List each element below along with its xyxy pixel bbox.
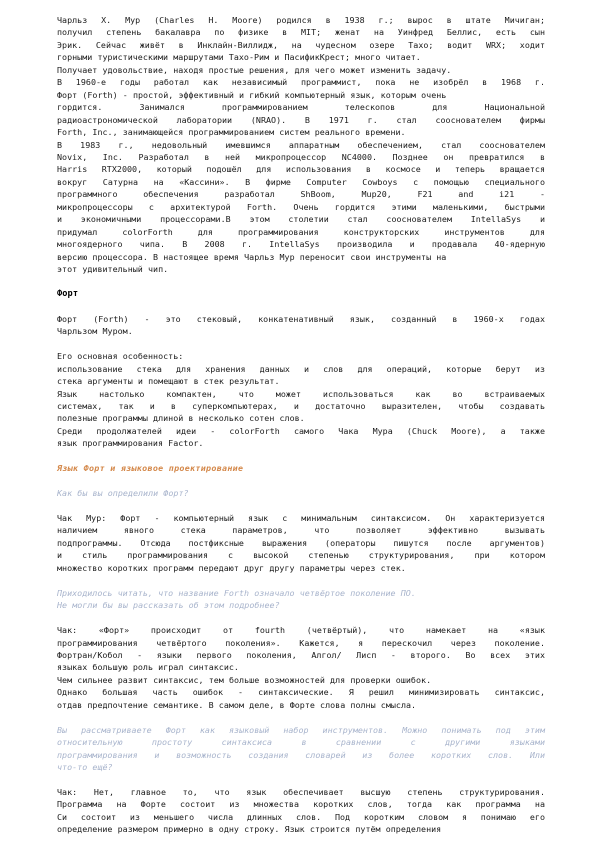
text-line: гордится. Занимался программированием телескопов для Национальной — [57, 102, 545, 113]
text-line: горными туристическими маршрутами Тахо-Рим и ПасификКрест; много читает. — [57, 52, 421, 63]
text-line: Чак Мур: Форт - компьютерный язык с минимальным синтаксисом. Он характеризуется — [57, 513, 545, 524]
text-line: Чарльз Х. Мур (Charles H. Moore) родился в 1938 г.; вырос в штате Мичиган; — [57, 15, 545, 25]
text-line: Форт (Forth) - это стековый, конкатенативный язык, созданный в 1960-х годах — [57, 313, 545, 324]
heading-language-design: Язык Форт и языковое проектирование — [57, 463, 244, 474]
text-line: Эрик. Сейчас живёт в Инклайн-Виллидж, на чудесном озере Тахо; водит WRX; ходит — [57, 39, 545, 50]
text-line: множество коротких программ передают друг другу параметры через стек. — [57, 562, 406, 573]
text-line: Фортран/Кобол - языки первого поколения, Алгол/ Лисп - второго. Во всех этих — [57, 649, 545, 660]
text-line: что-то ещё? — [57, 762, 113, 773]
text-line: определение размером примерно в одну строку. Язык строится путём определения — [57, 824, 442, 835]
spacer — [57, 774, 545, 786]
text-line: Чак: «Форт» происходит от fourth (четвёртый), что намекает на «язык — [57, 625, 545, 636]
text-line: придумал colorForth для программирования конструкторских инструментов для — [57, 226, 545, 237]
text-line: получил степень бакалавра по физике в MIT; женат на Уинфред Беллис, есть сын — [57, 27, 545, 38]
paragraph-biography — [57, 14, 545, 276]
text-line: Novix, Inc. Разработал в ней микропроцессор NC4000. Позднее он превратился в — [57, 151, 545, 162]
spacer — [57, 338, 545, 350]
paragraph-main-feature — [57, 350, 545, 450]
text-line: наличием явного стека параметров, что позволяет эффективно вызывать — [57, 525, 545, 536]
text-line: подпрограммы. Отсюда постфиксные выражения (операторы пишутся после аргументов) — [57, 537, 545, 548]
text-line: вокруг Сатурна на «Кассини». В фирме Computer Cowboys с помощью специального — [57, 176, 545, 187]
spacer — [57, 711, 545, 723]
text-line: программного обеспечения разработал ShBoom, Mup20, F21 and i21 - — [57, 189, 545, 200]
interview-question-1 — [57, 487, 545, 499]
text-line: Его основная особенность: — [57, 351, 184, 362]
text-line: В 1960-е годы работал как независимый программист, пока не изобрёл в 1968 г. — [57, 77, 545, 88]
text-line: Forth, Inc., занимающейся программированием систем реального времени. — [57, 127, 406, 138]
text-line: Harris RTX2000, который подошёл для использования в космосе и теперь вращается — [57, 164, 545, 175]
text-line: Чем сильнее развит синтаксис, тем больше возможностей для проверки ошибок. — [57, 674, 432, 685]
text-line: радиоастрономической лаборатории (NRAO). В 1971 г. стал сооснователем фирмы — [57, 114, 545, 125]
spacer — [57, 300, 545, 312]
text-line: Среди продолжателей идеи - colorForth самого Чака Мура (Chuck Moore), а также — [57, 425, 545, 436]
interview-answer-3 — [57, 786, 545, 836]
spacer — [57, 574, 545, 586]
text-line: стека аргументы и помещают в стек результат. — [57, 376, 280, 387]
text-line: Форт (Forth) - простой, эффективный и гибкий компьютерный язык, которым очень — [57, 89, 447, 100]
text-line: Получает удовольствие, находя простые решения, для чего может изменить задачу. — [57, 64, 452, 75]
text-line: микропроцессоры с архитектурой Forth. Очень гордится этими маленькими, быстрыми — [57, 201, 545, 212]
text-line: отдав предпочтение семантике. В самом деле, в Форте слова полны смысла. — [57, 699, 417, 710]
text-line: Как бы вы определили Форт? — [57, 488, 189, 499]
text-line: и экономичными процессорами.В этом столетии стал сооснователем IntellaSys и — [57, 214, 545, 225]
text-line: Си состоит из меньшего числа длинных слов. Под коротким словом я понимаю его — [57, 811, 545, 822]
text-line: многоядерного чипа. В 2008 г. IntellaSys производила и продавала 40-ядерную — [57, 239, 545, 250]
text-line: системах, так и в суперкомпьютерах, и достаточно выразителен, чтобы создавать — [57, 401, 545, 411]
text-line: В 1983 г., недовольный имевшимся аппаратным обеспечением, стал сооснователем — [57, 139, 545, 150]
spacer — [57, 475, 545, 487]
text-line: Программа на Форте состоит из множества коротких слов, тогда как программа на — [57, 799, 545, 810]
text-line: Однако большая часть ошибок - синтаксические. Я решил минимизировать синтаксис, — [57, 687, 545, 698]
text-line: этот удивительный чип. — [57, 264, 169, 275]
text-line: Язык настолько компактен, что может использоваться как во встраиваемых — [57, 388, 545, 399]
text-line: языках большую роль играл синтаксис. — [57, 662, 239, 673]
text-line: полезные программы длиной в несколько сотен слов. — [57, 413, 305, 424]
text-line: Чак: Нет, главное то, что язык обеспечивает высшую степень структурирования. — [57, 786, 545, 797]
spacer — [57, 450, 545, 462]
interview-answer-2 — [57, 624, 545, 711]
text-line: относительную простоту синтаксиса в сравнении с другими языками — [57, 737, 545, 748]
interview-answer-1 — [57, 512, 545, 574]
spacer — [57, 276, 545, 288]
text-line: использование стека для хранения данных и слов для операций, которые берут из — [57, 363, 545, 374]
heading-fort: Форт — [57, 288, 79, 299]
text-line: версию процессора. В настоящее время Чарльз Мур переносит свои инструменты на — [57, 251, 447, 262]
spacer — [57, 612, 545, 624]
text-line: и стиль программирования с высокой степенью структурирования, при котором — [57, 550, 545, 561]
text-line: Приходилось читать, что название Forth означало четвёртое поколение ПО. — [57, 587, 416, 598]
text-line: Не могли бы вы рассказать об этом подробнее? — [57, 600, 280, 611]
text-line: язык программирования Factor. — [57, 438, 204, 449]
spacer — [57, 500, 545, 512]
text-line: Вы рассматриваете Форт как языковый набор инструментов. Можно понимать под этим — [57, 724, 545, 735]
interview-question-2 — [57, 587, 545, 612]
text-line: программирования четвёртого поколения». Кажется, я перескочил через поколение. — [57, 637, 545, 648]
document-body — [57, 14, 545, 836]
paragraph-forth-intro — [57, 313, 545, 338]
interview-question-3 — [57, 724, 545, 774]
text-line: программирования и возможность создания словарей из более коротких слов. Или — [57, 749, 545, 760]
text-line: Чарльзом Муром. — [57, 326, 133, 337]
